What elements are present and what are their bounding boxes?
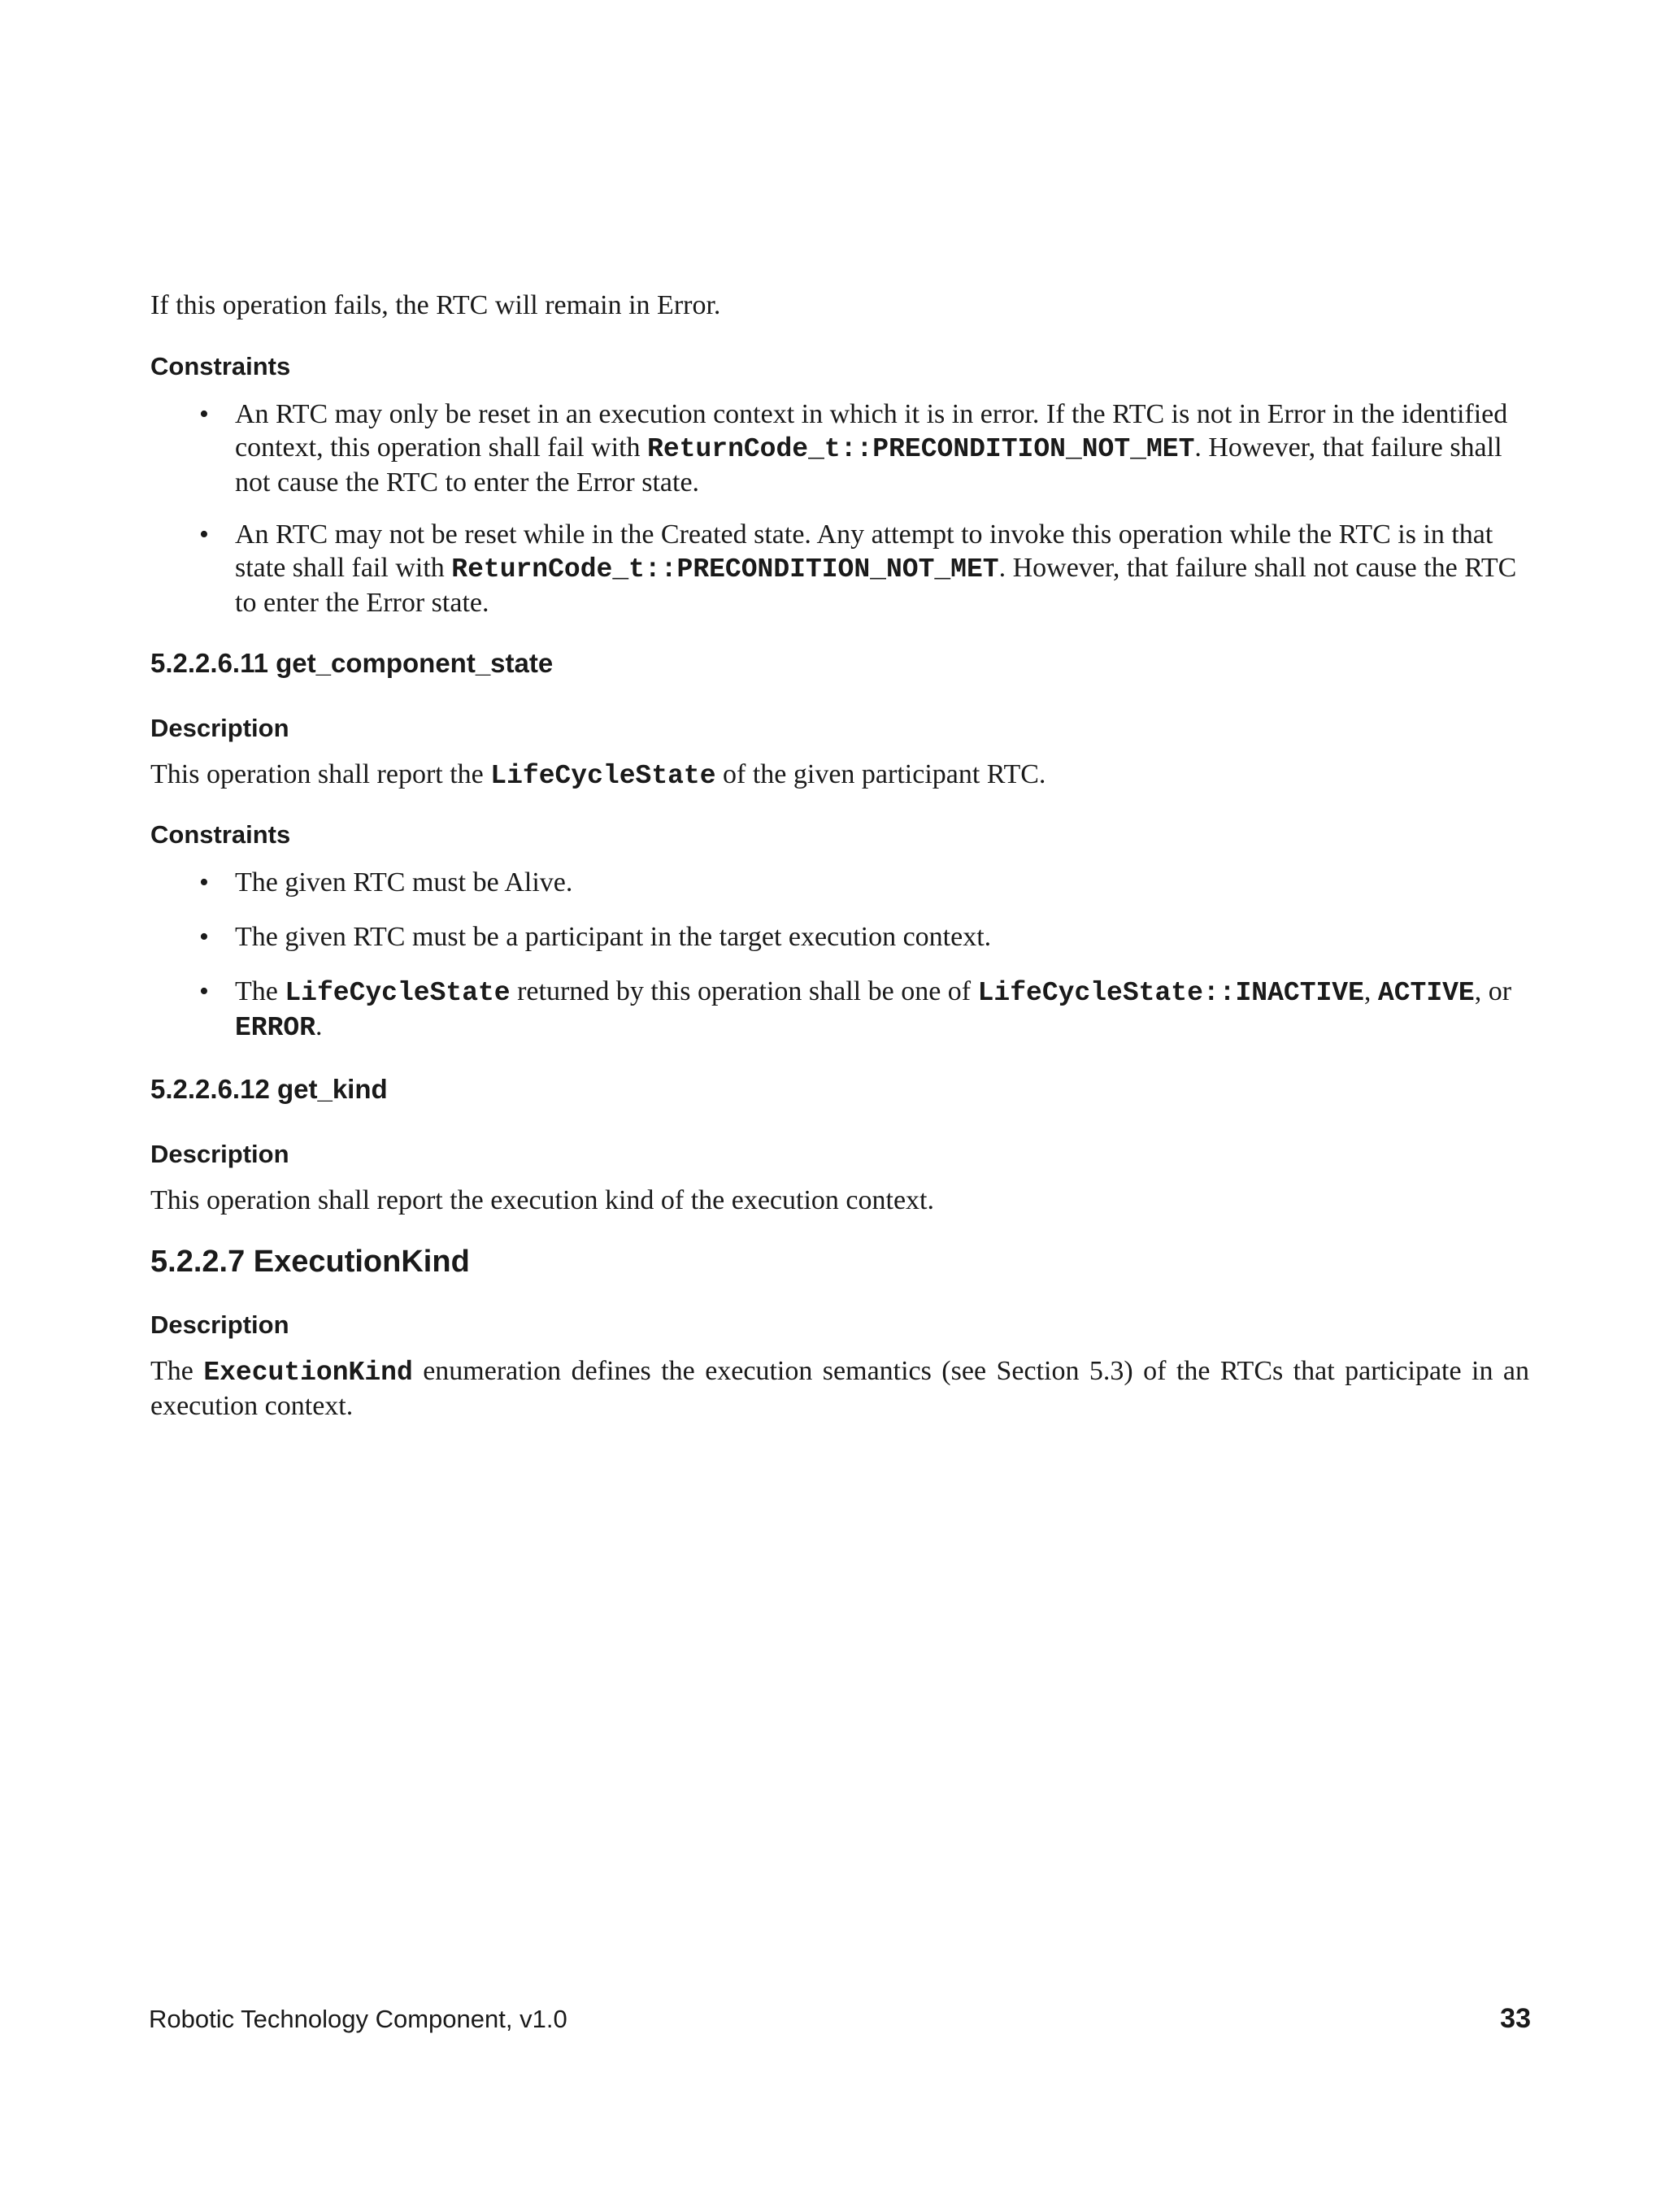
footer-title: Robotic Technology Component, v1.0 xyxy=(149,2005,567,2033)
code-error: ERROR xyxy=(235,1013,316,1043)
list-item: • The given RTC must be a participant in the target execution context. xyxy=(199,922,992,952)
list-item: • The LifeCycleState returned by this operation shall be one of LifeCycleState::INACTIVE, ACTIVE, or ERROR. xyxy=(199,976,1512,1043)
section-heading-get-component-state: 5.2.2.6.11 get_component_state xyxy=(150,648,554,678)
code-lifecyclestate: LifeCycleState xyxy=(285,978,511,1008)
execution-kind-description: The ExecutionKind enumeration defines the execution semantics (see Section 5.3) of the RTCs that participate in an execution context. xyxy=(150,1356,1529,1421)
get-kind-description: This operation shall report the execution kind of the execution context. xyxy=(150,1185,934,1215)
list-item: • The given RTC must be Alive. xyxy=(199,867,573,897)
section-heading-execution-kind: 5.2.2.7 ExecutionKind xyxy=(150,1245,470,1279)
code-executionkind: ExecutionKind xyxy=(203,1358,413,1388)
description-label: Description xyxy=(150,714,289,742)
code-inactive: LifeCycleState::INACTIVE xyxy=(977,978,1364,1008)
list-item: • An RTC may only be reset in an execution context in which it is in error. If the RTC is not in Error in the identified context, this operation shall fail with ReturnCode_t::PRECONDITION_NOT_MET. However, that failure shall not cause the RTC to enter the Error state. xyxy=(199,399,1508,498)
code-active: ACTIVE xyxy=(1377,978,1475,1008)
page-number: 33 xyxy=(1500,2003,1531,2034)
get-component-state-description: This operation shall report the LifeCycleState of the given participant RTC. xyxy=(150,759,1046,791)
document-page xyxy=(150,289,1529,1423)
bullet-icon: • xyxy=(199,922,209,952)
bullet-icon: • xyxy=(199,867,209,897)
description-label: Description xyxy=(150,1310,289,1339)
code-returncode: ReturnCode_t::PRECONDITION_NOT_MET xyxy=(647,434,1195,464)
section-heading-get-kind: 5.2.2.6.12 get_kind xyxy=(150,1074,388,1104)
reset-constraints-heading: Constraints xyxy=(150,352,291,380)
reset-constraints-list xyxy=(150,398,1529,619)
code-lifecyclestate: LifeCycleState xyxy=(490,761,716,791)
get-component-state-constraints-list xyxy=(150,866,1529,1045)
constraints-label: Constraints xyxy=(150,820,291,849)
description-label: Description xyxy=(150,1140,289,1168)
list-item: • An RTC may not be reset while in the Created state. Any attempt to invoke this operation while the RTC is in that state shall fail with ReturnCode_t::PRECONDITION_NOT_MET. However, that failure shall not cause the RTC to enter the Error state. xyxy=(199,519,1517,618)
intro-paragraph: If this operation fails, the RTC will remain in Error. xyxy=(150,290,721,320)
page-footer xyxy=(149,2005,1531,2040)
code-returncode: ReturnCode_t::PRECONDITION_NOT_MET xyxy=(451,554,999,585)
bullet-icon: • xyxy=(199,976,209,1006)
bullet-icon: • xyxy=(199,399,209,429)
bullet-icon: • xyxy=(199,519,209,550)
